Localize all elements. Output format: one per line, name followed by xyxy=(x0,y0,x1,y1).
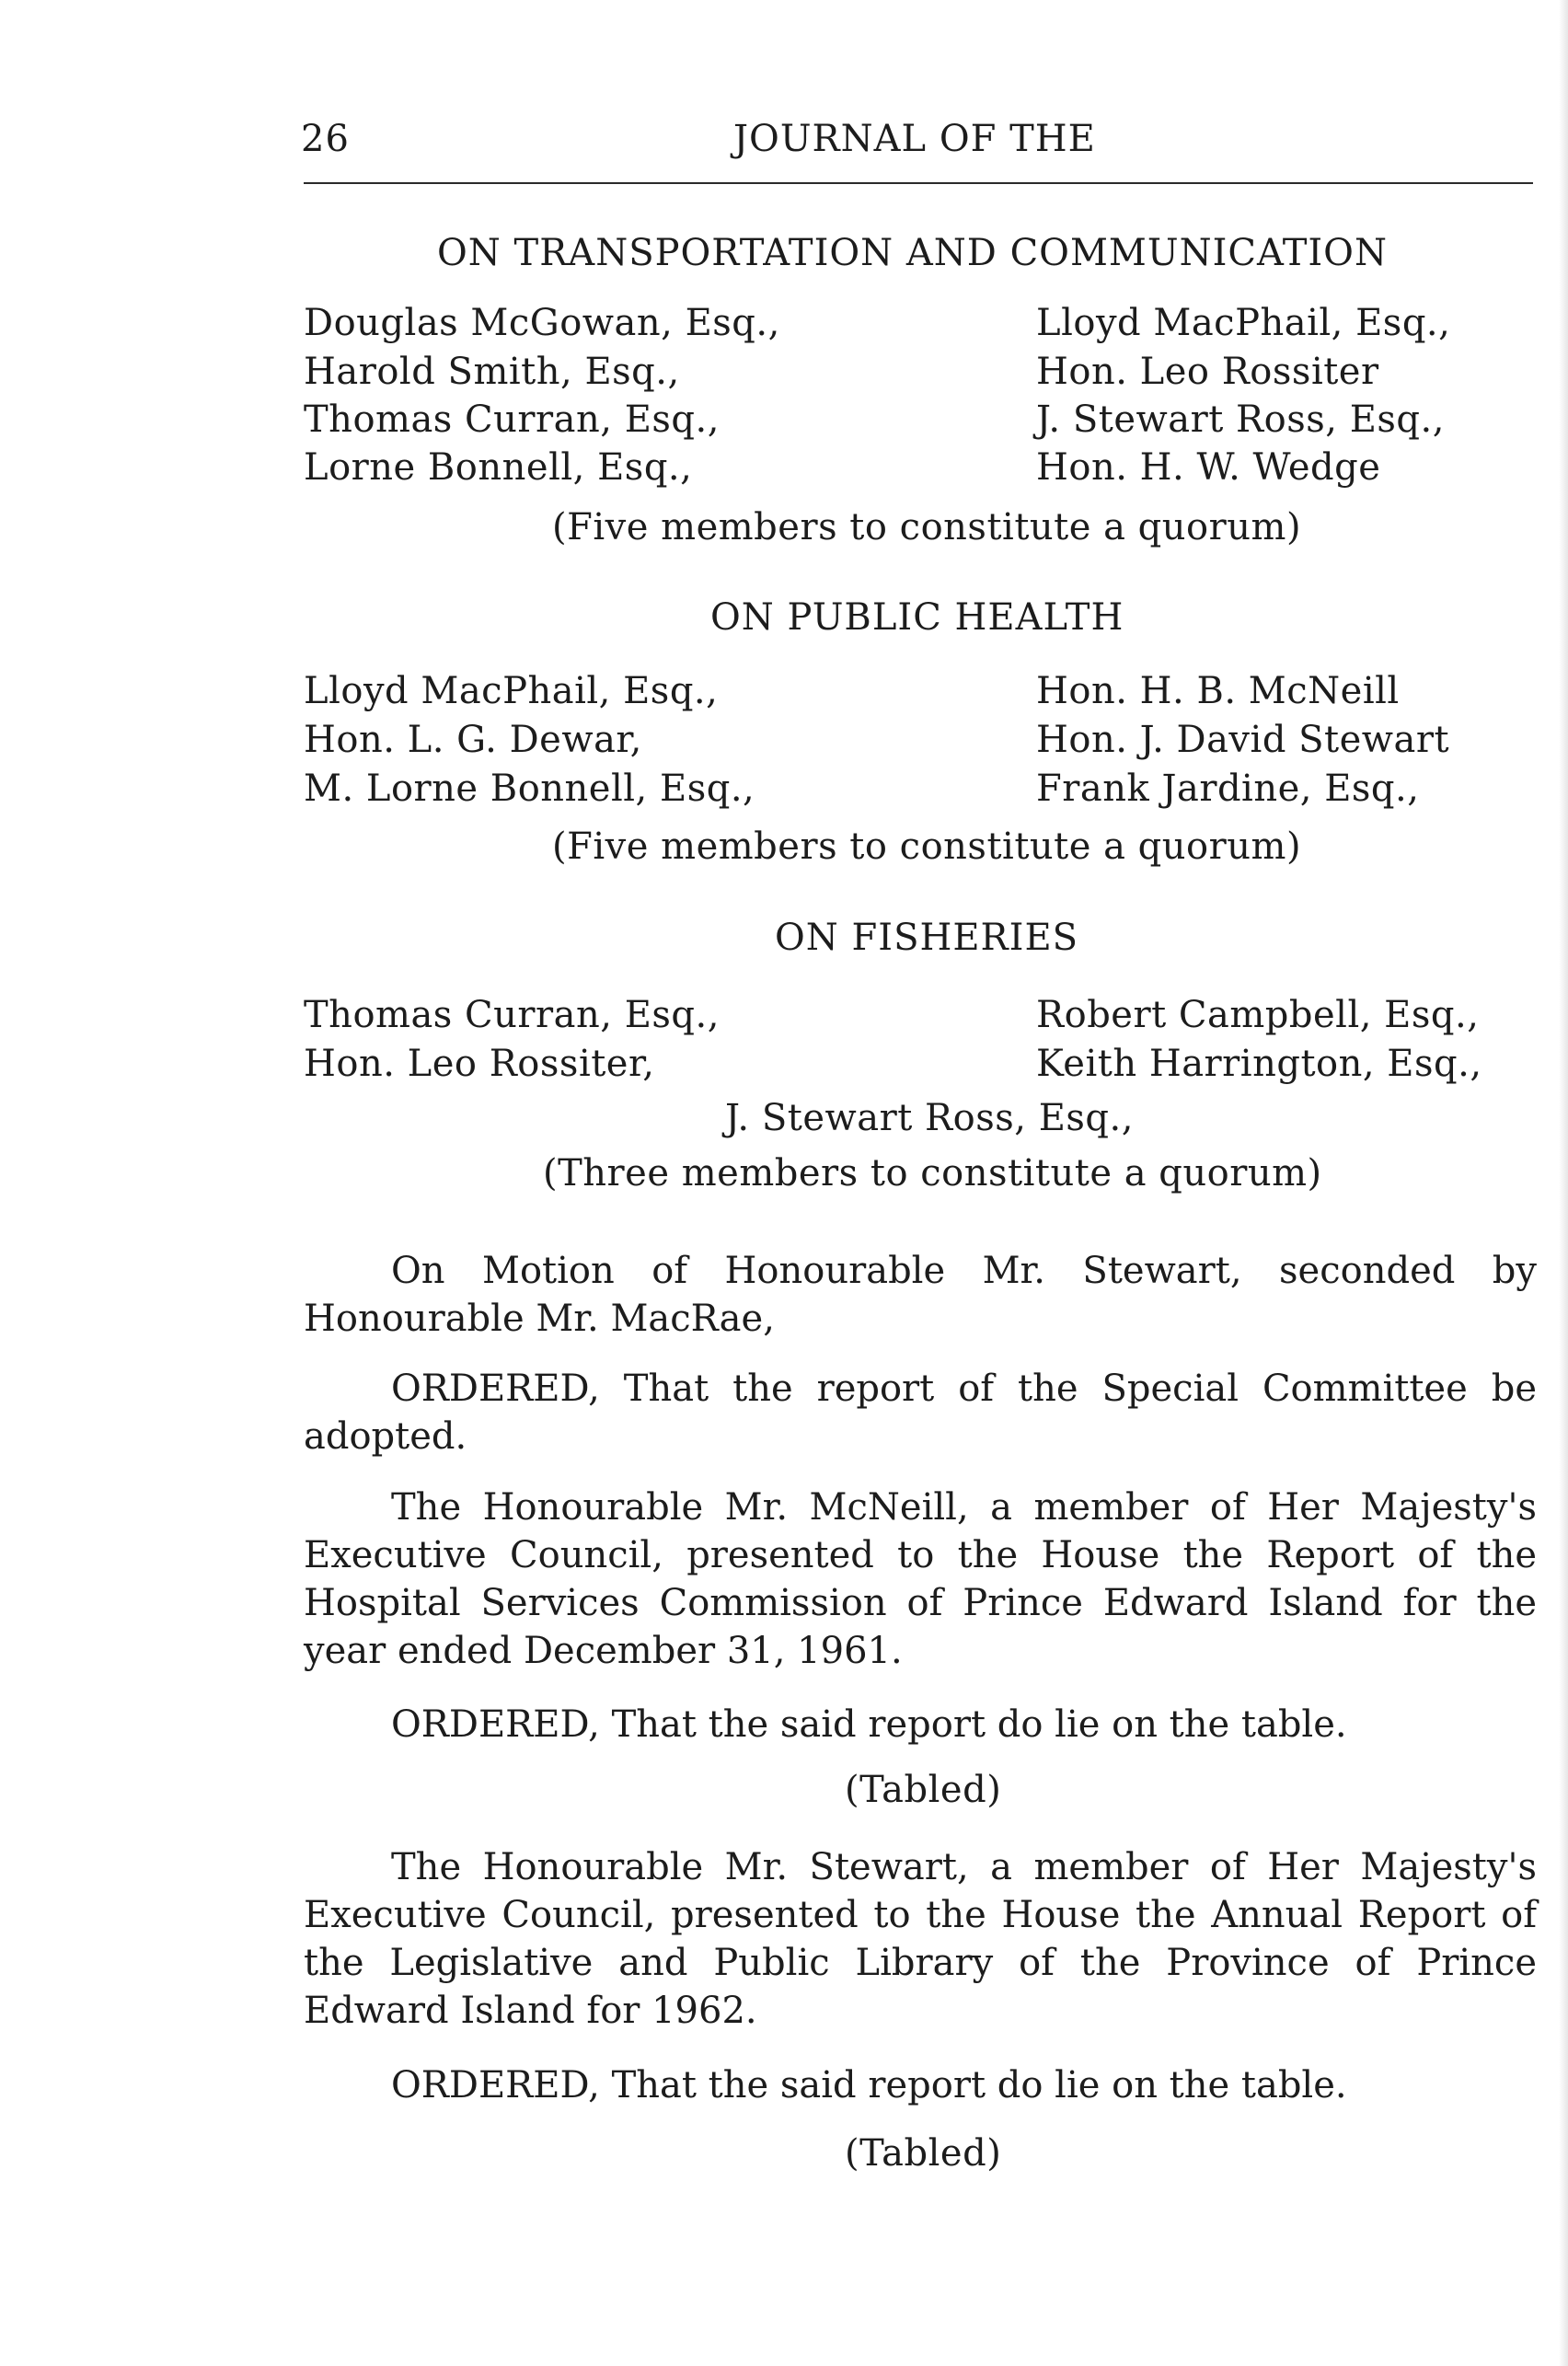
ordered-paragraph xyxy=(304,1365,1537,1460)
committee-heading-public-health: ON PUBLIC HEALTH xyxy=(710,596,1124,639)
journal-title: JOURNAL OF THE xyxy=(733,118,1096,160)
member-right: Hon. Leo Rossiter xyxy=(1036,351,1379,393)
member-right: Lloyd MacPhail, Esq., xyxy=(1036,302,1451,344)
member-left: Harold Smith, Esq., xyxy=(304,351,680,393)
tabled-note: (Tabled) xyxy=(845,1769,1002,1811)
member-left: Hon. L. G. Dewar, xyxy=(304,719,642,761)
member-right: J. Stewart Ross, Esq., xyxy=(1036,398,1445,441)
member-left: Douglas McGowan, Esq., xyxy=(304,302,780,344)
member-right: Keith Harrington, Esq., xyxy=(1036,1043,1482,1085)
member-right: Hon. J. David Stewart xyxy=(1036,719,1450,761)
quorum-note: (Three members to constitute a quorum) xyxy=(543,1152,1322,1195)
member-left: Hon. Leo Rossiter, xyxy=(304,1043,655,1085)
committee-heading-fisheries: ON FISHERIES xyxy=(775,917,1079,959)
page-edge-shadow xyxy=(1559,0,1568,2366)
member-right: Robert Campbell, Esq., xyxy=(1036,994,1480,1036)
page-number: 26 xyxy=(301,118,350,160)
member-right: Hon. H. B. McNeill xyxy=(1036,670,1400,712)
running-head xyxy=(301,118,1534,173)
presentation-paragraph xyxy=(304,1843,1537,2035)
member-right: Frank Jardine, Esq., xyxy=(1036,768,1420,810)
ordered-paragraph xyxy=(304,2061,1537,2109)
member-right: Hon. H. W. Wedge xyxy=(1036,446,1381,489)
motion-paragraph xyxy=(304,1247,1537,1343)
paragraph-text: ORDERED, That the said report do lie on the table. xyxy=(391,1703,1347,1746)
member-left: Thomas Curran, Esq., xyxy=(304,994,720,1036)
member-left: M. Lorne Bonnell, Esq., xyxy=(304,768,755,810)
member-left: Lloyd MacPhail, Esq., xyxy=(304,670,719,712)
paragraph-text: On Motion of Honourable Mr. Stewart, seconded by Honourable Mr. MacRae, xyxy=(304,1250,1537,1340)
quorum-note: (Five members to constitute a quorum) xyxy=(552,825,1302,868)
paragraph-text: The Honourable Mr. McNeill, a member of Her Majesty's Executive Council, presented to the House the Report of the Hospital Services Commission of Prince Edward Island for the year ended December 31, 1961. xyxy=(304,1486,1537,1672)
quorum-note: (Five members to constitute a quorum) xyxy=(552,506,1302,548)
ordered-paragraph xyxy=(304,1701,1537,1749)
tabled-note: (Tabled) xyxy=(845,2132,1002,2175)
member-left: Lorne Bonnell, Esq., xyxy=(304,446,693,489)
member-left: Thomas Curran, Esq., xyxy=(304,398,720,441)
committee-heading-transportation: ON TRANSPORTATION AND COMMUNICATION xyxy=(437,232,1388,274)
paragraph-text: The Honourable Mr. Stewart, a member of Her Majesty's Executive Council, presented to the House the Annual Report of the Legislative and Public Library of the Province of Prince Edward Island for 1962. xyxy=(304,1846,1537,2032)
presentation-paragraph xyxy=(304,1483,1537,1675)
paragraph-text: ORDERED, That the report of the Special Committee be adopted. xyxy=(304,1368,1537,1458)
header-rule xyxy=(304,182,1533,184)
member-center: J. Stewart Ross, Esq., xyxy=(725,1097,1134,1139)
paragraph-text: ORDERED, That the said report do lie on the table. xyxy=(391,2064,1347,2106)
